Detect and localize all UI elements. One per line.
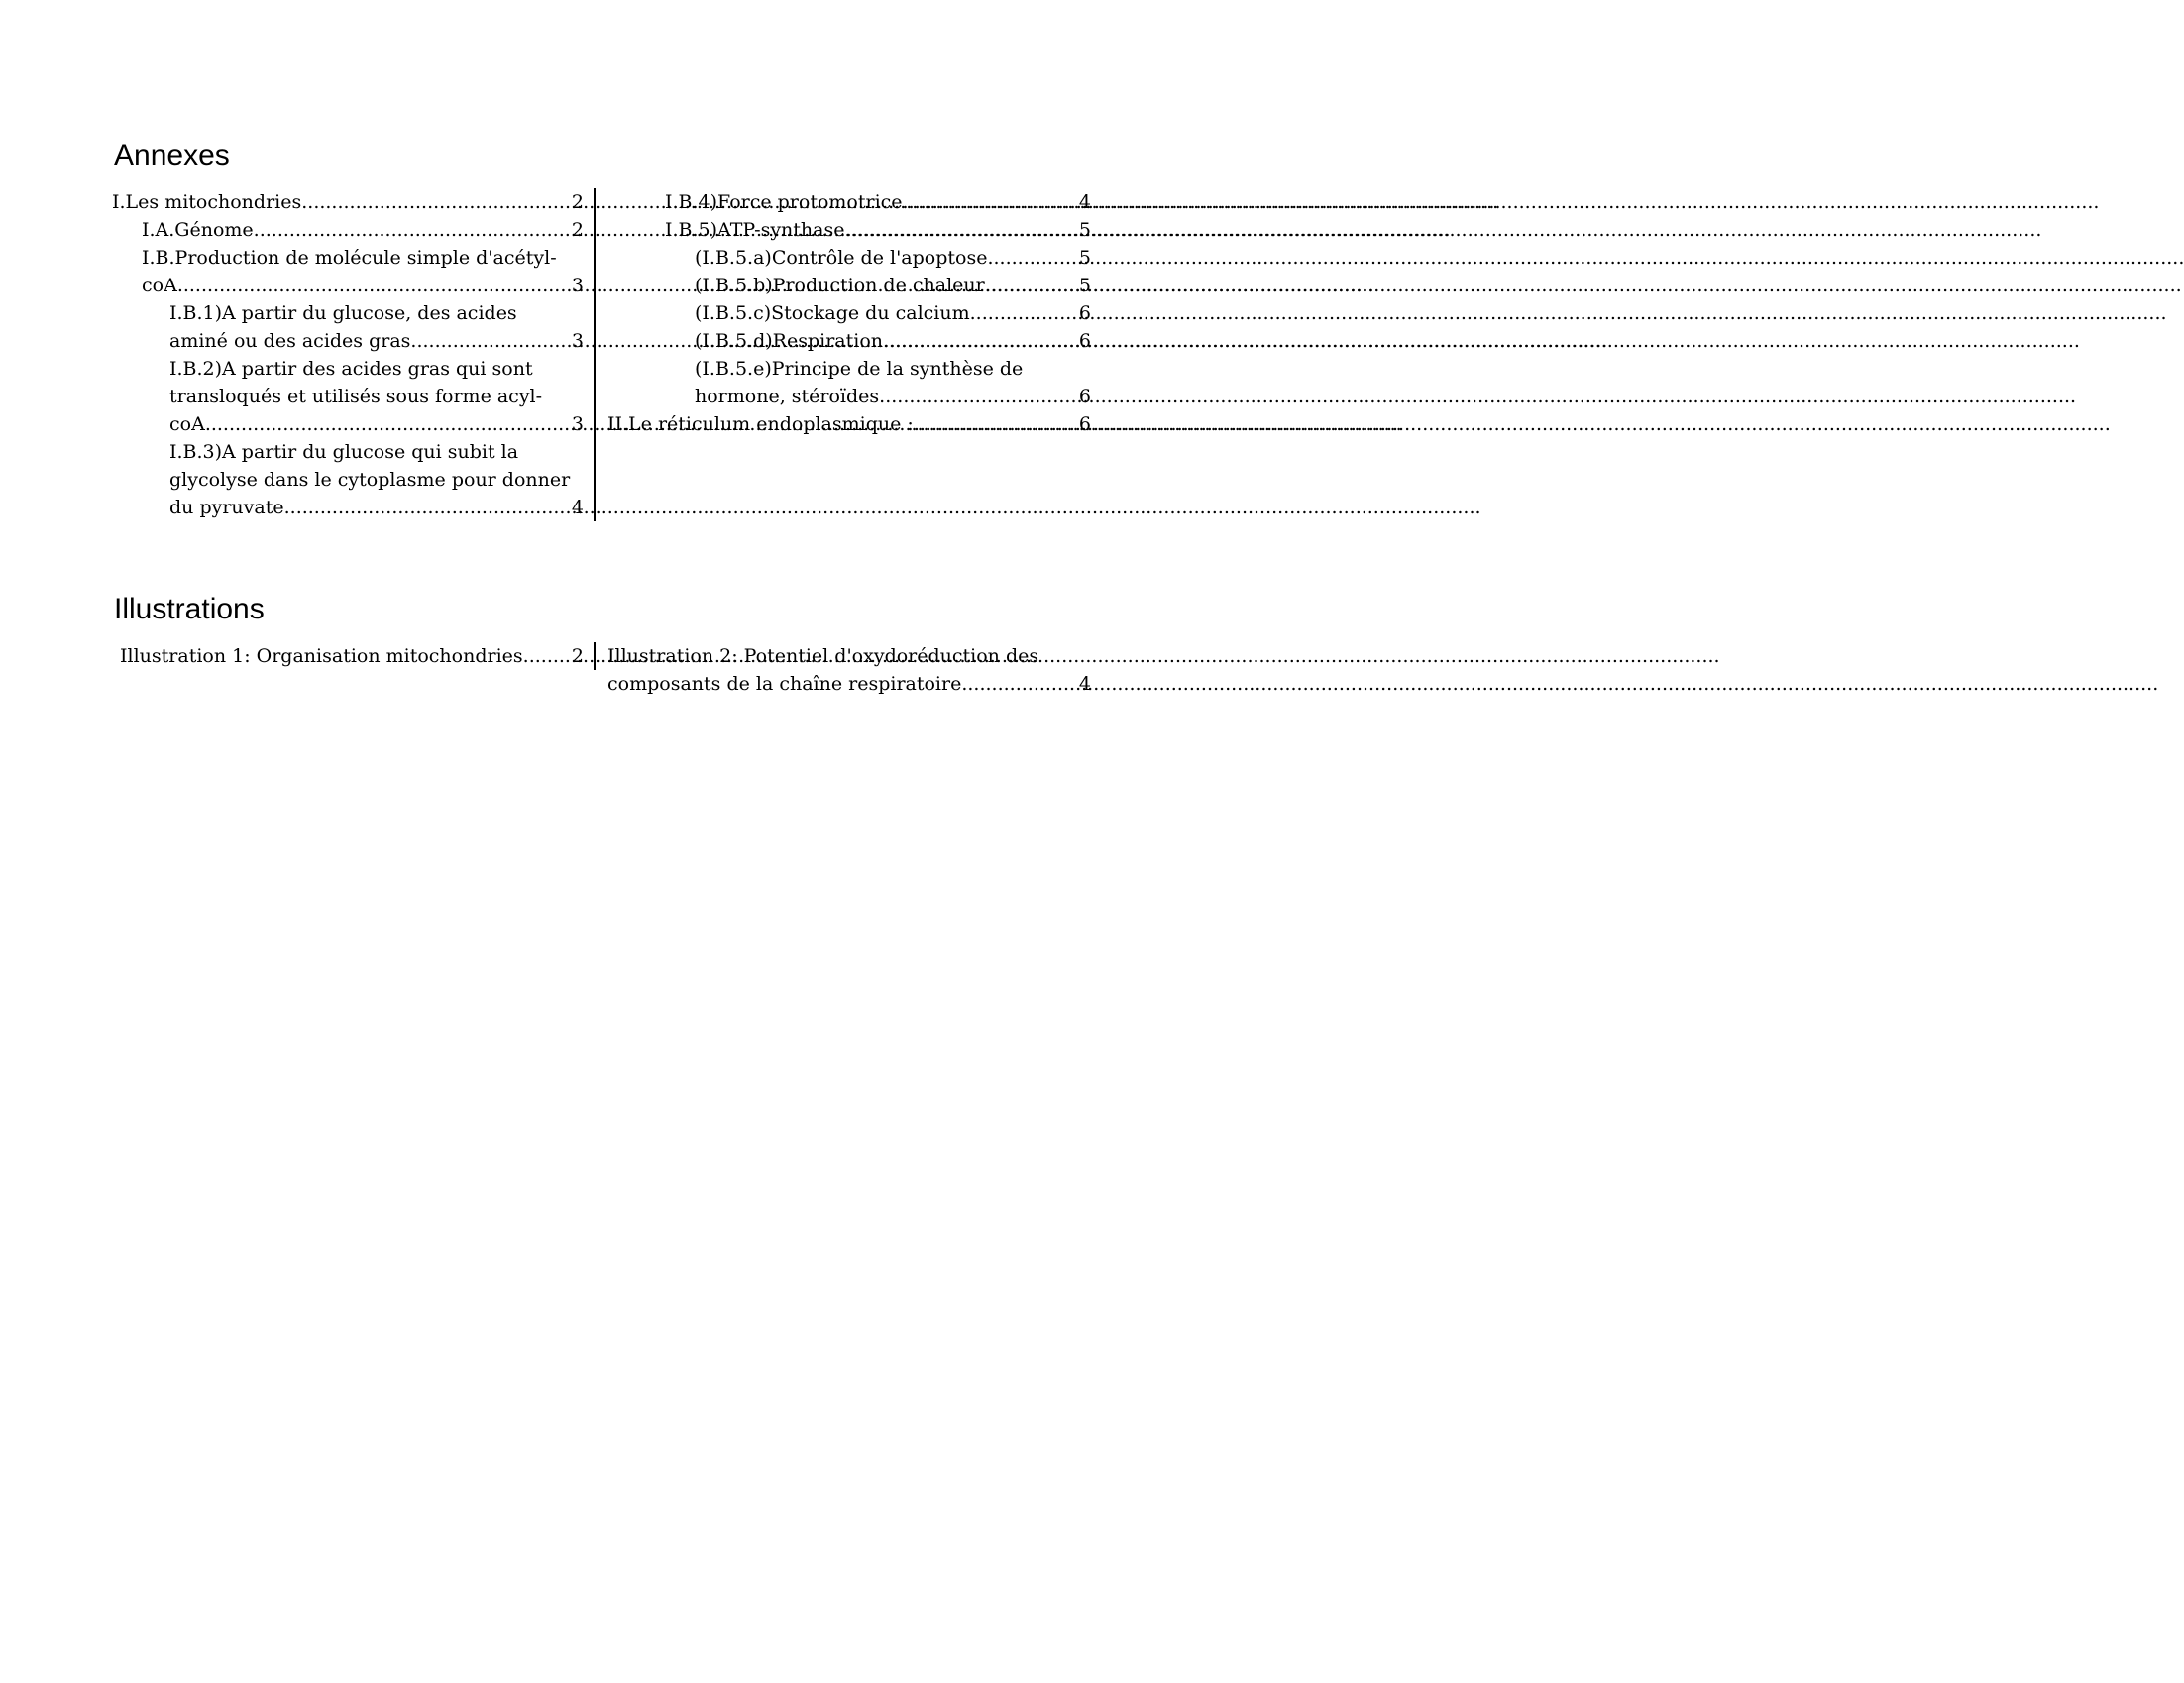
toc-entry-final-line (665, 216, 1091, 244)
toc-entry-text: I.A.Génome (142, 219, 254, 241)
toc-entry-final-line (120, 642, 584, 670)
dot-leader (301, 188, 572, 216)
toc-entry[interactable] (112, 642, 584, 670)
toc-entry-text-line: I.B.2)A partir des acides gras qui sont (169, 358, 533, 380)
dot-leader (985, 272, 1079, 299)
toc-entry[interactable] (112, 244, 584, 299)
toc-entry[interactable] (607, 410, 1091, 438)
illustrations-toc-right-column (596, 642, 1091, 698)
toc-entry[interactable] (112, 216, 584, 244)
toc-page-number: 3 (571, 413, 584, 435)
toc-entry-text: (I.B.5.a)Contrôle de l'apoptose (695, 247, 988, 269)
toc-entry-final-line (169, 327, 584, 355)
toc-page-number: 2 (571, 645, 584, 667)
toc-page-number: 4 (1078, 673, 1091, 695)
toc-entry[interactable] (607, 355, 1091, 410)
toc-page-number: 2 (571, 191, 584, 213)
toc-page-number: 2 (571, 219, 584, 241)
toc-entry[interactable] (607, 299, 1091, 327)
toc-page-number: 4 (1078, 191, 1091, 213)
toc-entry-final-line (695, 299, 1091, 327)
toc-entry-text-line: (I.B.5.e)Principe de la synthèse de (695, 358, 1024, 380)
toc-entry[interactable] (607, 188, 1091, 216)
toc-entry-final-line (112, 188, 584, 216)
dot-leader (205, 410, 572, 438)
dot-leader (284, 494, 572, 521)
toc-entry-final-line (695, 244, 1091, 272)
toc-entry-final-line (169, 494, 584, 521)
toc-entry-text: aminé ou des acides gras (169, 330, 411, 352)
dot-leader (961, 670, 1079, 698)
toc-entry-text-line: Illustration 2: Potentiel d'oxydoréduction des (607, 645, 1039, 667)
annexes-toc-left-column (112, 188, 596, 521)
toc-entry[interactable] (607, 272, 1091, 299)
toc-entry[interactable] (112, 355, 584, 438)
toc-page-number: 5 (1078, 247, 1091, 269)
dot-leader (523, 642, 572, 670)
toc-entry[interactable] (607, 244, 1091, 272)
toc-entry-text-line: I.B.Production de molécule simple d'acétyl- (142, 247, 557, 269)
toc-entry[interactable] (607, 216, 1091, 244)
toc-entry-text: (I.B.5.b)Production de chaleur (695, 275, 985, 296)
toc-entry-text: composants de la chaîne respiratoire (607, 673, 962, 695)
toc-page-number: 5 (1078, 219, 1091, 241)
toc-entry-text: II.Le réticulum endoplasmique : (607, 413, 914, 435)
toc-entry-final-line (695, 327, 1091, 355)
toc-entry-final-line (695, 383, 1091, 410)
illustrations-heading: Illustrations (114, 593, 265, 625)
dot-leader (970, 299, 1079, 327)
toc-entry-text: Illustration 1: Organisation mitochondries (120, 645, 523, 667)
toc-entry-text: I.B.4)Force protomotrice (665, 191, 903, 213)
toc-page-number: 6 (1078, 330, 1091, 352)
dot-leader (254, 216, 572, 244)
toc-page-number: 3 (571, 275, 584, 296)
toc-entry-final-line (695, 272, 1091, 299)
dot-leader (987, 244, 1078, 272)
dot-leader (177, 272, 572, 299)
toc-entry-text: (I.B.5.d)Respiration (695, 330, 883, 352)
toc-entry[interactable] (112, 299, 584, 355)
toc-entry-text: coA (169, 413, 205, 435)
toc-page-number: 6 (1078, 386, 1091, 407)
toc-page-number: 3 (571, 330, 584, 352)
illustrations-toc-left-column (112, 642, 596, 670)
toc-entry-final-line (169, 410, 584, 438)
toc-entry-final-line (142, 272, 584, 299)
toc-entry[interactable] (607, 327, 1091, 355)
toc-entry-text: (I.B.5.c)Stockage du calcium (695, 302, 970, 324)
annexes-heading: Annexes (114, 139, 230, 171)
dot-leader (914, 410, 1079, 438)
toc-entry-text-line: I.B.1)A partir du glucose, des acides (169, 302, 517, 324)
toc-entry-final-line (607, 670, 1091, 698)
toc-entry-final-line (142, 216, 584, 244)
dot-leader (903, 188, 1079, 216)
dot-leader (883, 327, 1079, 355)
toc-entry-final-line (665, 188, 1091, 216)
annexes-toc-right-column (596, 188, 1091, 438)
toc-entry-text: du pyruvate (169, 497, 284, 518)
annexes-toc (112, 188, 1091, 521)
toc-page-number: 6 (1078, 302, 1091, 324)
illustrations-toc (112, 642, 1091, 698)
dot-leader (410, 327, 571, 355)
toc-entry-text: coA (142, 275, 177, 296)
dot-leader (879, 383, 1079, 410)
toc-page-number: 5 (1078, 275, 1091, 296)
toc-entry[interactable] (112, 188, 584, 216)
toc-entry-text-line: I.B.3)A partir du glucose qui subit la (169, 441, 519, 463)
toc-entry-text-line: transloqués et utilisés sous forme acyl- (169, 386, 543, 407)
toc-entry-text: I.Les mitochondries (112, 191, 302, 213)
toc-entry[interactable] (112, 438, 584, 521)
toc-page-number: 4 (571, 497, 584, 518)
toc-entry-text: hormone, stéroïdes (695, 386, 880, 407)
toc-page-number: 6 (1078, 413, 1091, 435)
toc-entry-text-line: glycolyse dans le cytoplasme pour donner (169, 469, 571, 491)
toc-entry-text: I.B.5)ATP-synthase (665, 219, 845, 241)
toc-entry[interactable] (607, 642, 1091, 698)
toc-entry-final-line (607, 410, 1091, 438)
dot-leader (844, 216, 1078, 244)
